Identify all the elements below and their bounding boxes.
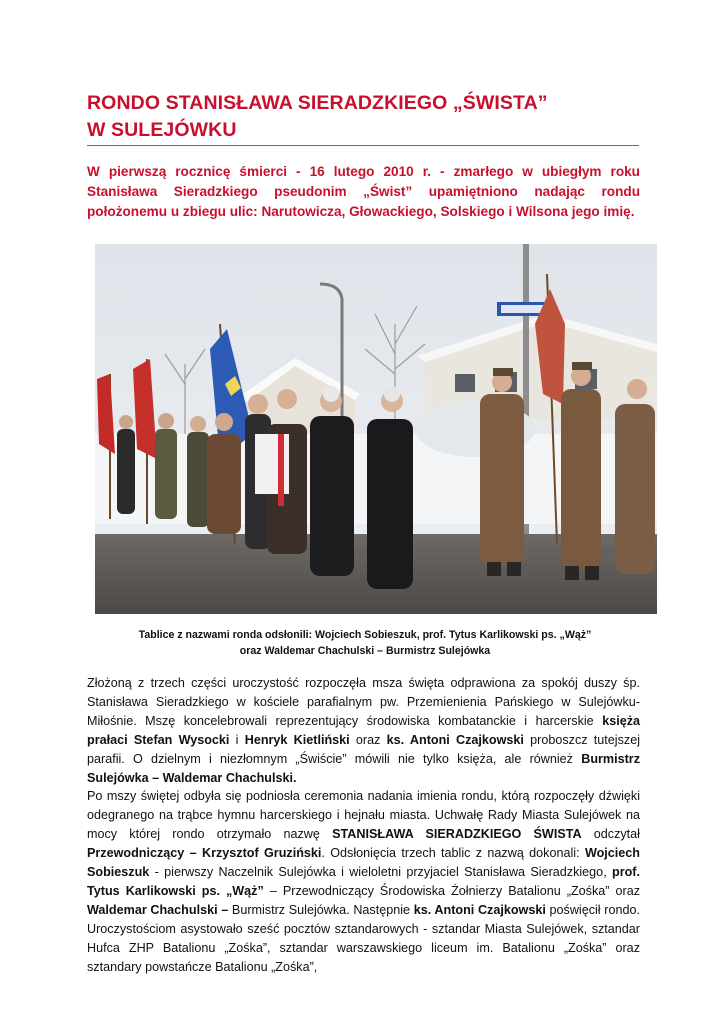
bold-run: Wojciech Sobieszuk [87,846,640,879]
photo-caption [95,627,635,659]
bold-run: Burmistrz Sulejówka – Waldemar Chachulski. [87,752,640,785]
body-paragraph-2 [87,787,640,977]
text-run: proboszcz tutejszej parafii. O dzielnym i niezłomnym „Świście” mówili nie tylko księża, ale również [87,733,640,766]
text-run: – Przewodniczący Środowiska Żołnierzy Batalionu „Zośka” oraz [263,884,640,898]
text-run: Burmistrz Sulejówka. Następnie [228,903,414,917]
photo-caption-line-1: Tablice z nazwami ronda odsłonili: Wojciech Sobieszuk, prof. Tytus Karlikowski ps. „Wąż” [138,629,592,641]
bold-run: Henryk Kietliński [244,733,350,747]
text-run: - pierwszy Naczelnik Sulejówka i wieloletni przyjaciel Stanisława Sieradzkiego, [149,865,613,879]
page-title-line-2: W SULEJÓWKU [87,119,237,141]
photo-caption-line-2: oraz Waldemar Chachulski – Burmistrz Sulejówka [239,645,491,657]
bold-run: Przewodniczący – Krzysztof Gruziński [87,846,322,860]
bold-run: ks. Antoni Czajkowski [386,733,524,747]
text-run: . Odsłonięcia trzech tablic z nazwą dokonali: [321,846,585,860]
lead-paragraph: W pierwszą rocznicę śmierci - 16 lutego 2010 r. - zmarłego w ubiegłym roku Stanisława Sieradzkiego pseudonim „Świst” upamiętniono nadając rondu położonemu u zbiegu ulic: Narutowicza, Głowackiego, Solskiego i Wilsona jego imię. [87,164,640,219]
text-run: odczytał [581,827,640,841]
page-title-line-1: RONDO STANISŁAWA SIERADZKIEGO „ŚWISTA” [87,92,548,114]
bold-run: księża prałaci Stefan Wysocki [87,714,640,747]
text-run: i [229,733,245,747]
text-run: Po mszy świętej odbyła się podniosła ceremonia nadania imienia rondu, którą rozpoczęły dźwięki odegranego na trąbce hymnu harcerskiego i hejnału miasta. Uchwałę Rady Miasta Sulejówek na mocy której rondo otrzymało nazwę [87,789,640,841]
bold-run: Waldemar Chachulski – [87,903,229,917]
text-run: poświęcił rondo. Uroczystościom asystowało sześć pocztów sztandarowych - sztandar Miasta Sulejówek, sztandar Hufca ZHP Batalionu „Zośka”, sztandar warszawskiego liceum im. Batalionu „Zośka” oraz sztandary powstańcze Batalionu „Zośka”, [87,903,640,974]
body-paragraph-1 [87,674,640,788]
text-run: Złożoną z trzech części uroczystość rozpoczęła msza święta odprawiona za spokój duszy śp. Stanisława Sieradzkiego w kościele parafialnym pw. Przemienienia Pańskiego w Sulejówku-Miłośnie. Mszę koncelebrowali reprezentujący środowiska kombatanckie i harcerskie [87,676,640,728]
bold-run: prof. Tytus Karlikowski ps. „Wąż” [87,865,640,898]
text-run: oraz [349,733,387,747]
page-title [87,90,647,144]
title-divider [87,145,639,146]
ceremony-photo [95,244,657,614]
bold-run: STANISŁAWA SIERADZKIEGO ŚWISTA [332,827,582,841]
bold-run: ks. Antoni Czajkowski [413,903,546,917]
